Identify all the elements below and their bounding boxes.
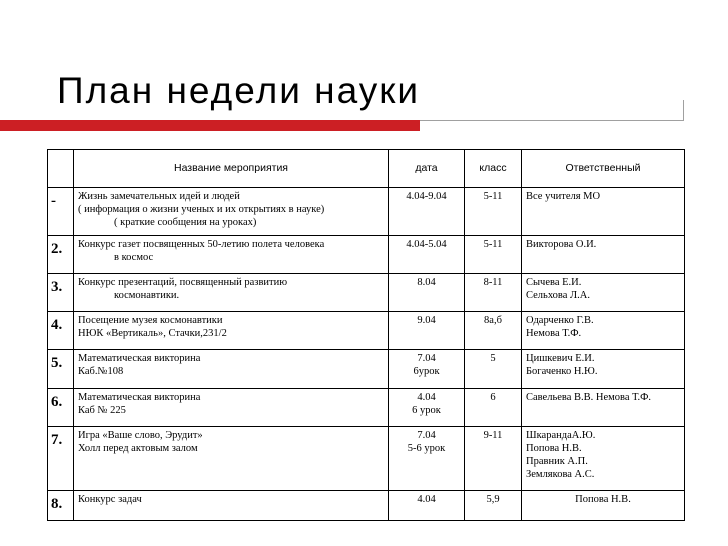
row-number: 6. [48, 388, 74, 426]
event-line: НЮК «Вертикаль», Стачки,231/2 [78, 328, 227, 340]
date-line: 6 урок [412, 404, 441, 416]
event-line: в космос [114, 252, 154, 264]
event-line: ( краткие сообщения на уроках) [114, 217, 257, 228]
event-cell [74, 490, 389, 520]
date-line: 5-6 урок [407, 442, 446, 454]
responsible-cell [522, 426, 685, 490]
event-cell [74, 350, 389, 388]
class-cell: 6 [465, 388, 522, 426]
row-number: 2. [48, 236, 74, 274]
row-number: 3. [48, 274, 74, 312]
event-cell [74, 274, 389, 312]
header-number [48, 150, 74, 188]
table-row [48, 312, 685, 350]
event-line: космонавтики. [114, 290, 180, 302]
table-row [48, 236, 685, 274]
responsible-line: Все учителя МО [526, 191, 601, 202]
date-cell [389, 312, 465, 350]
table-row [48, 188, 685, 236]
row-number: 5. [48, 350, 74, 388]
event-cell [74, 188, 389, 236]
event-line: Конкурс газет посвященных 50-летию полета человека [78, 239, 325, 251]
title-rule [420, 120, 683, 121]
date-cell [389, 350, 465, 388]
table-row [48, 274, 685, 312]
event-line: Посещение музея космонавтики [78, 315, 223, 327]
date-cell [389, 426, 465, 490]
class-cell: 5-11 [465, 188, 522, 236]
class-cell: 8а,б [465, 312, 522, 350]
date-line: 4.04-5.04 [406, 239, 447, 251]
row-number: - [48, 188, 74, 236]
responsible-line: Землякова А.С. [526, 468, 595, 480]
responsible-cell [522, 236, 685, 274]
responsible-line: Цишкевич Е.И. [526, 353, 595, 365]
date-cell [389, 188, 465, 236]
date-line: 4.04 [417, 493, 436, 505]
date-line: 7.04 [417, 353, 436, 365]
event-cell [74, 312, 389, 350]
responsible-cell [522, 312, 685, 350]
table-row [48, 350, 685, 388]
date-cell [389, 490, 465, 520]
responsible-cell [522, 490, 685, 520]
class-cell: 5,9 [465, 490, 522, 520]
date-line: 6урок [413, 366, 440, 378]
responsible-line: Сычева Е.И. [526, 277, 582, 289]
date-line: 4.04-9.04 [406, 191, 447, 202]
date-line: 4.04 [417, 391, 436, 403]
table-header-row [48, 150, 685, 188]
row-number: 8. [48, 490, 74, 520]
date-line: 9.04 [417, 315, 436, 327]
responsible-line: Правник А.П. [526, 455, 588, 467]
table-row [48, 388, 685, 426]
date-cell [389, 388, 465, 426]
header-class: класс [465, 150, 522, 188]
responsible-line: Сельхова Л.А. [526, 290, 590, 302]
date-line: 8.04 [417, 277, 436, 289]
event-line: ( информация о жизни ученых и их открытиях в науке) [78, 204, 325, 215]
event-line: Каб.№108 [78, 366, 124, 378]
title-rule-corner [683, 100, 684, 121]
event-line: Холл перед актовым залом [78, 442, 198, 454]
table-row [48, 426, 685, 490]
responsible-line: Немова Т.Ф. [526, 328, 582, 340]
science-week-table [47, 149, 685, 521]
page-title: План недели науки [57, 70, 421, 111]
responsible-cell [522, 388, 685, 426]
responsible-line: Савельева В.В. Немова Т.Ф. [526, 391, 652, 403]
event-cell [74, 236, 389, 274]
event-line: Математическая викторина [78, 353, 201, 365]
row-number: 4. [48, 312, 74, 350]
header-responsible: Ответственный [522, 150, 685, 188]
responsible-line: Викторова О.И. [526, 239, 597, 251]
header-date: дата [389, 150, 465, 188]
class-cell: 5 [465, 350, 522, 388]
responsible-cell [522, 274, 685, 312]
event-line: Конкурс задач [78, 493, 142, 505]
date-line: 7.04 [417, 429, 436, 441]
header-event: Название мероприятия [74, 150, 389, 188]
responsible-cell [522, 188, 685, 236]
event-cell [74, 426, 389, 490]
class-cell: 9-11 [465, 426, 522, 490]
responsible-line: Попова Н.В. [575, 493, 631, 505]
responsible-line: Попова Н.В. [526, 442, 582, 454]
event-line: Математическая викторина [78, 391, 201, 403]
title-accent-bar [0, 120, 420, 131]
responsible-line: ШкарандаА.Ю. [526, 429, 596, 441]
date-cell [389, 274, 465, 312]
responsible-line: Богаченко Н.Ю. [526, 366, 598, 378]
class-cell: 5-11 [465, 236, 522, 274]
event-line: Каб № 225 [78, 404, 126, 416]
event-line: Игра «Ваше слово, Эрудит» [78, 429, 203, 441]
responsible-cell [522, 350, 685, 388]
responsible-line: Одарченко Г.В. [526, 315, 594, 327]
event-line: Конкурс презентаций, посвященный развитию [78, 277, 288, 289]
class-cell: 8-11 [465, 274, 522, 312]
row-number: 7. [48, 426, 74, 490]
date-cell [389, 236, 465, 274]
table-row [48, 490, 685, 520]
event-line: Жизнь замечательных идей и людей [78, 191, 240, 202]
event-cell [74, 388, 389, 426]
